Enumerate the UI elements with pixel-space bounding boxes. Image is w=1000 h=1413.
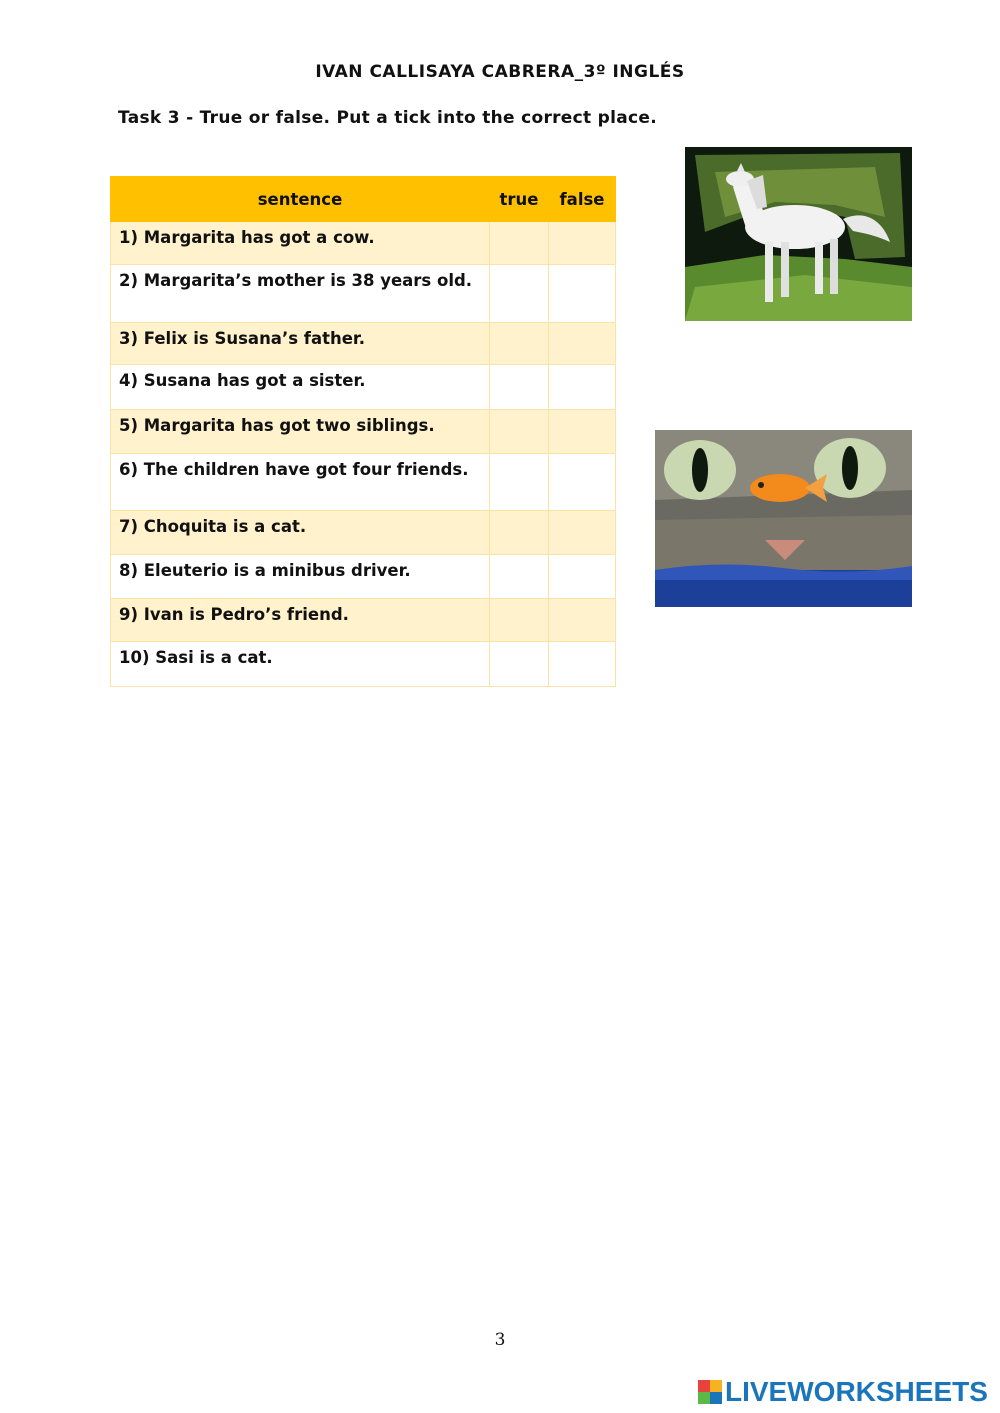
table-row xyxy=(111,222,616,265)
table-row xyxy=(111,323,616,365)
table-row xyxy=(111,410,616,454)
true-answer-box[interactable] xyxy=(490,555,549,599)
table-row xyxy=(111,265,616,323)
true-answer-box[interactable] xyxy=(490,599,549,642)
page-number: 3 xyxy=(494,1330,506,1350)
sentence-cell: 10) Sasi is a cat. xyxy=(111,642,490,687)
table-row xyxy=(111,642,616,687)
header-sentence: sentence xyxy=(111,177,490,222)
false-answer-box[interactable] xyxy=(549,265,616,323)
table-row xyxy=(111,555,616,599)
sentence-cell: 8) Eleuterio is a minibus driver. xyxy=(111,555,490,599)
cat-goldfish-image xyxy=(655,430,912,607)
sentence-cell: 7) Choquita is a cat. xyxy=(111,511,490,555)
sentence-cell: 2) Margarita’s mother is 38 years old. xyxy=(111,265,490,323)
liveworksheets-logo-icon xyxy=(698,1380,722,1404)
true-answer-box[interactable] xyxy=(490,454,549,511)
false-answer-box[interactable] xyxy=(549,222,616,265)
true-answer-box[interactable] xyxy=(490,222,549,265)
table-row xyxy=(111,511,616,555)
sentence-cell: 4) Susana has got a sister. xyxy=(111,365,490,410)
false-answer-box[interactable] xyxy=(549,365,616,410)
table-row xyxy=(111,454,616,511)
table-row xyxy=(111,365,616,410)
true-answer-box[interactable] xyxy=(490,365,549,410)
header-true: true xyxy=(490,177,549,222)
true-answer-box[interactable] xyxy=(490,642,549,687)
false-answer-box[interactable] xyxy=(549,323,616,365)
task-instruction: Task 3 - True or false. Put a tick into the correct place. xyxy=(118,108,657,128)
sentence-cell: 1) Margarita has got a cow. xyxy=(111,222,490,265)
sentence-cell: 3) Felix is Susana’s father. xyxy=(111,323,490,365)
table-row xyxy=(111,599,616,642)
false-answer-box[interactable] xyxy=(549,642,616,687)
true-answer-box[interactable] xyxy=(490,323,549,365)
true-false-table xyxy=(110,176,616,687)
true-answer-box[interactable] xyxy=(490,265,549,323)
sentence-cell: 5) Margarita has got two siblings. xyxy=(111,410,490,454)
true-answer-box[interactable] xyxy=(490,410,549,454)
worksheet-title: IVAN CALLISAYA CABRERA_3º INGLÉS xyxy=(315,62,685,82)
header-false: false xyxy=(549,177,616,222)
brand-name: LIVEWORKSHEETS xyxy=(725,1376,988,1407)
false-answer-box[interactable] xyxy=(549,599,616,642)
table-header-row xyxy=(111,177,616,222)
false-answer-box[interactable] xyxy=(549,410,616,454)
false-answer-box[interactable] xyxy=(549,454,616,511)
true-answer-box[interactable] xyxy=(490,511,549,555)
false-answer-box[interactable] xyxy=(549,555,616,599)
liveworksheets-brand[interactable] xyxy=(698,1376,988,1408)
horse-image xyxy=(685,147,912,321)
false-answer-box[interactable] xyxy=(549,511,616,555)
sentence-cell: 9) Ivan is Pedro’s friend. xyxy=(111,599,490,642)
sentence-cell: 6) The children have got four friends. xyxy=(111,454,490,511)
